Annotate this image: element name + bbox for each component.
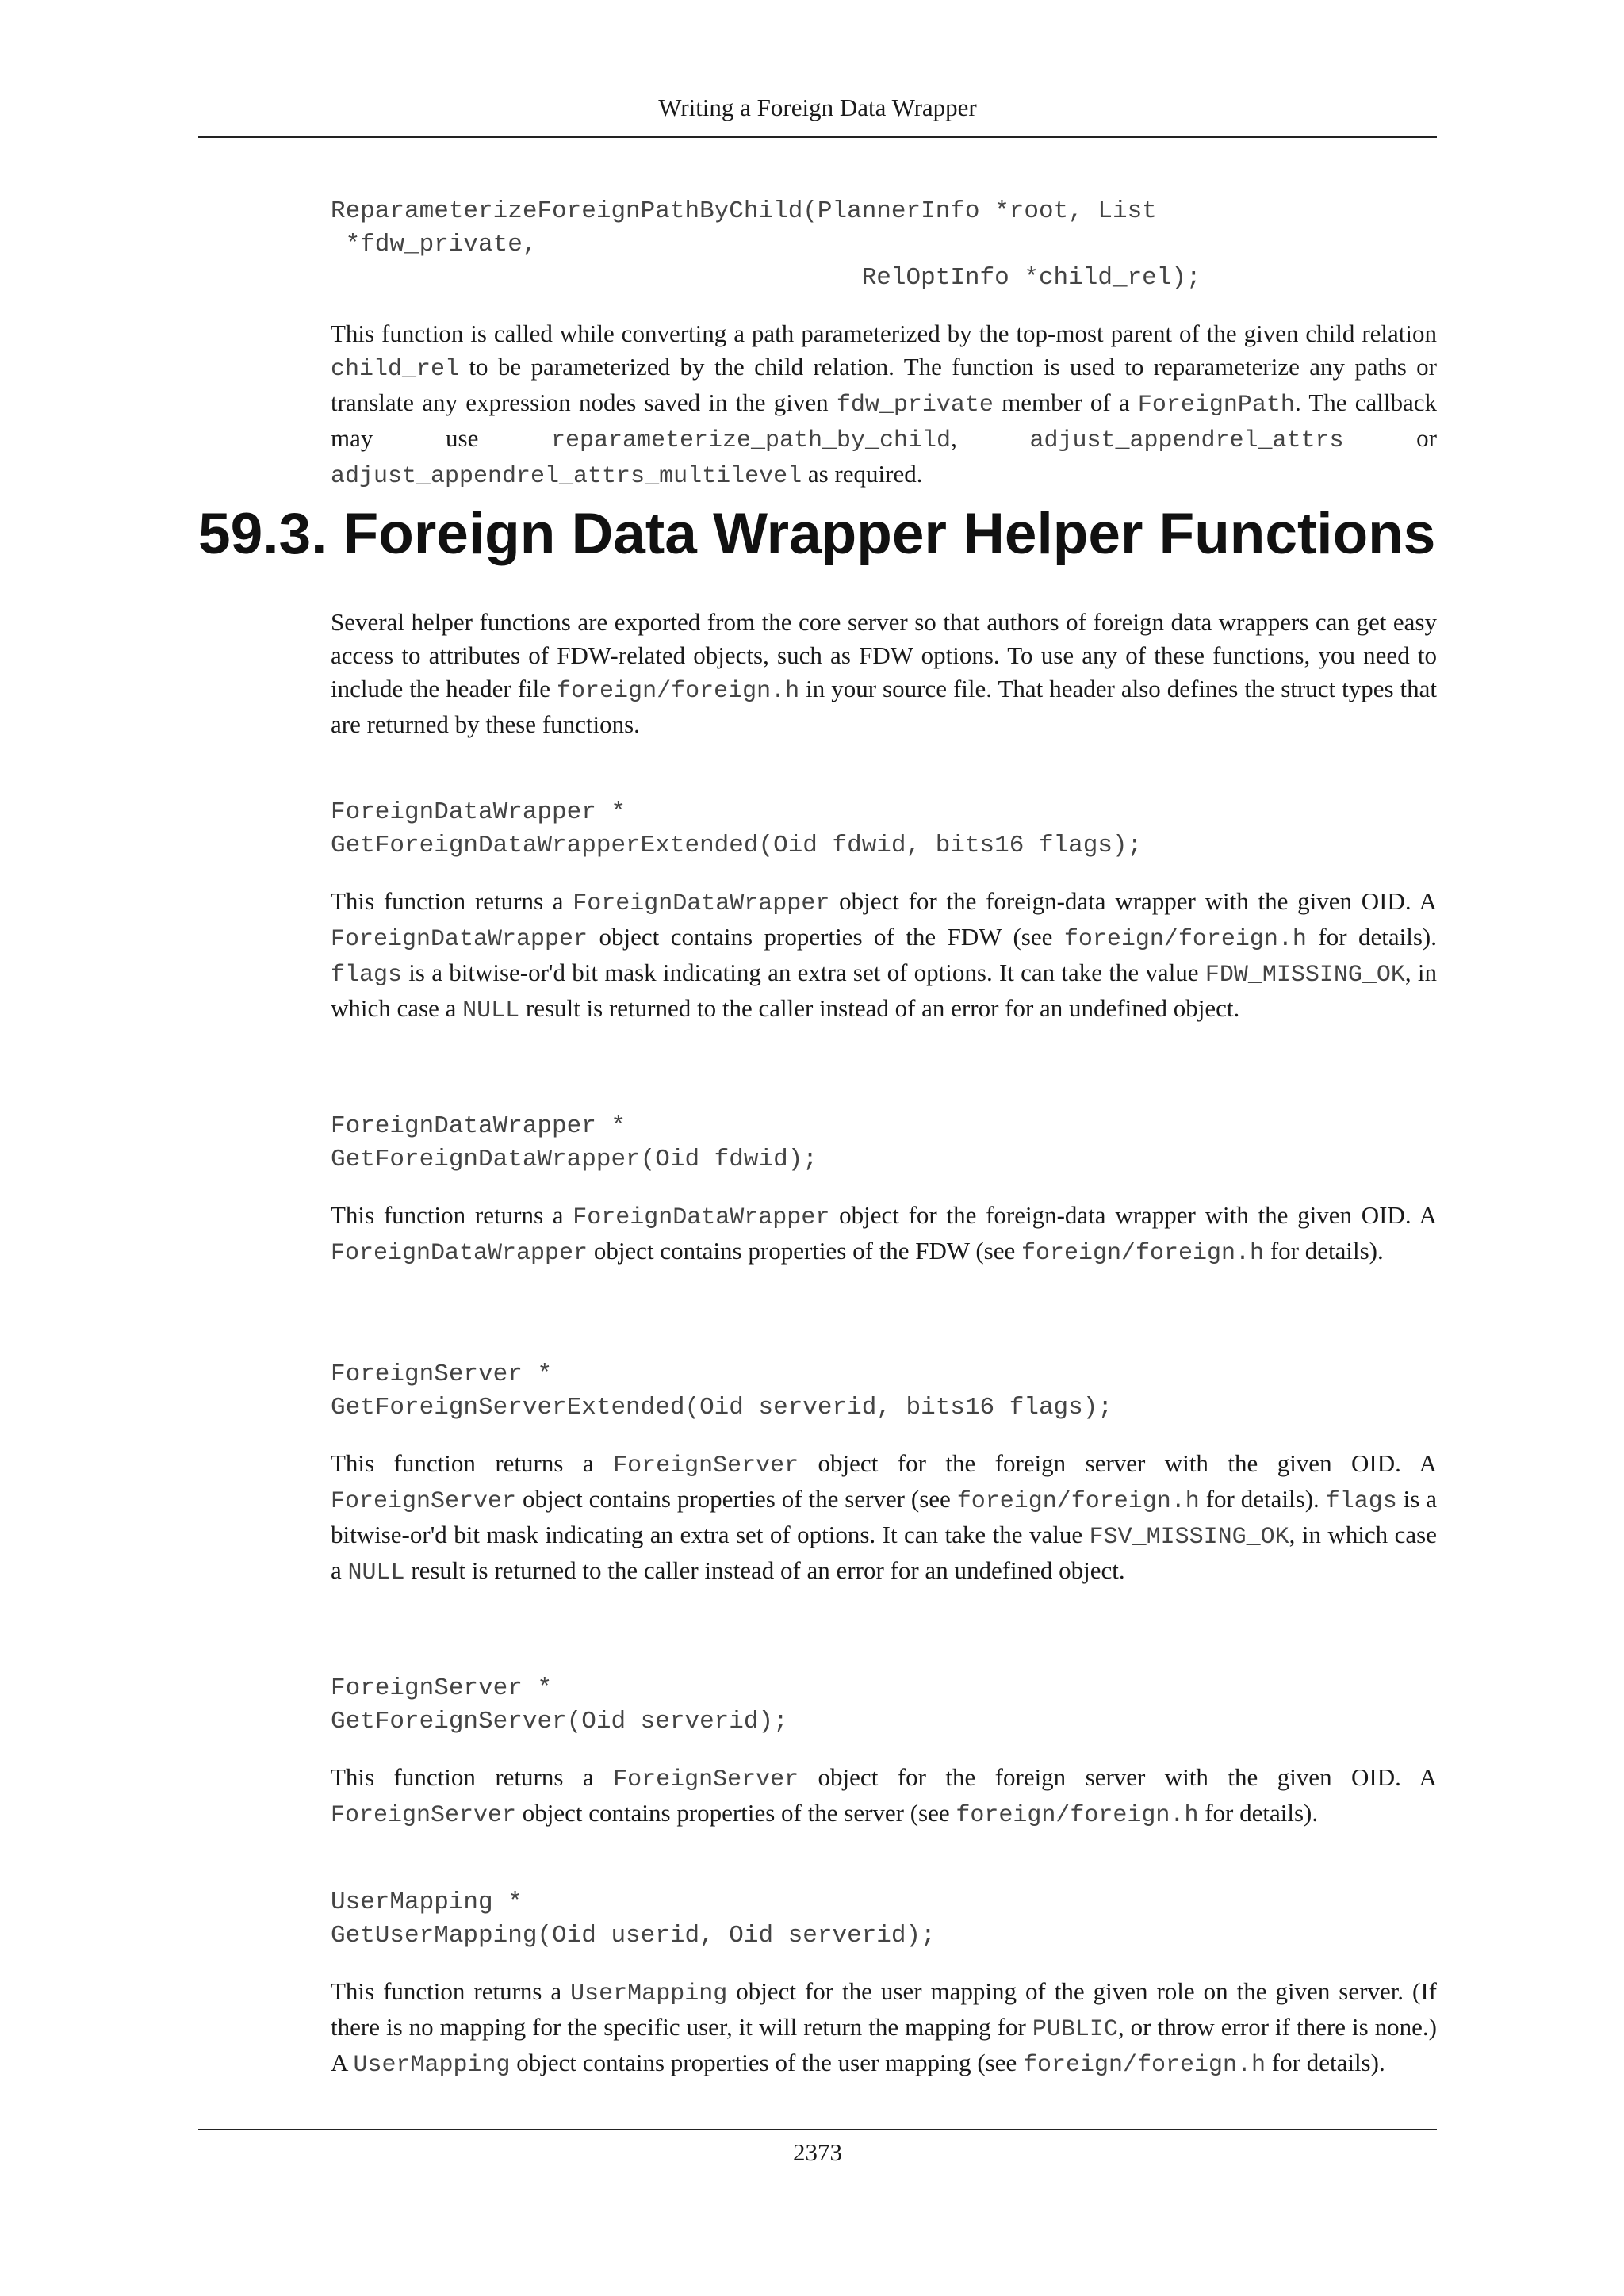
- server-description: This function returns a ForeignServer object for the foreign server with the given OID. A ForeignServer object contains properties of the server (see foreign/foreign.h for details).: [331, 1763, 1437, 1829]
- reparameterize-signature: ReparameterizeForeignPathByChild(PlannerInfo *root, List *fdw_private, RelOptInfo *child_rel);: [331, 197, 1201, 292]
- fdw-extended-signature: ForeignDataWrapper * GetForeignDataWrapperExtended(Oid fdwid, bits16 flags);: [331, 798, 1143, 859]
- usermapping-block: [331, 1886, 1437, 2082]
- running-header: Writing a Foreign Data Wrapper: [658, 94, 977, 121]
- fdw-extended-description: This function returns a ForeignDataWrapper object for the foreign-data wrapper with the given OID. A ForeignDataWrapper object contains properties of the FDW (see foreign/foreign.h for details). flags is a bitwise-or'd bit mask indicating an extra set of options. It can take the value FDW_MISSING_OK, in which case a NULL result is returned to the caller instead of an error for an undefined object.: [331, 887, 1438, 1024]
- intro-block: [331, 606, 1437, 741]
- server-extended-description: This function returns a ForeignServer object for the foreign server with the given OID. A ForeignServer object contains properties of the server (see foreign/foreign.h for details). flags is a bitwise-or'd bit mask indicating an extra set of options. It can take the value FSV_MISSING_OK, in which case a NULL result is returned to the caller instead of an error for an undefined object.: [331, 1449, 1438, 1586]
- fdw-description: This function returns a ForeignDataWrapper object for the foreign-data wrapper with the given OID. A ForeignDataWrapper object contains properties of the FDW (see foreign/foreign.h for details).: [331, 1201, 1437, 1267]
- server-signature: ForeignServer * GetForeignServer(Oid serverid);: [331, 1674, 788, 1735]
- server-extended-signature: ForeignServer * GetForeignServerExtended(Oid serverid, bits16 flags);: [331, 1360, 1113, 1422]
- server-extended-block: [331, 1358, 1437, 1590]
- usermapping-description: This function returns a UserMapping object for the user mapping of the given role on the given server. (If there is no mapping for the specific user, it will return the mapping for PUBLIC, or throw error if there is none.) A UserMapping object contains properties of the user mapping (see foreign/foreign.h for details).: [331, 1977, 1438, 2079]
- fdw-extended-block: [331, 796, 1437, 1027]
- usermapping-signature: UserMapping * GetUserMapping(Oid userid, Oid serverid);: [331, 1888, 936, 1950]
- fdw-signature: ForeignDataWrapper * GetForeignDataWrapper(Oid fdwid);: [331, 1112, 818, 1173]
- header-rule: [198, 136, 1437, 138]
- section-title: 59.3. Foreign Data Wrapper Helper Functions: [198, 502, 1436, 566]
- server-block: [331, 1672, 1437, 1832]
- footer-rule: [198, 2129, 1437, 2130]
- reparameterize-description: This function is called while converting a path parameterized by the top-most parent of the given child relation child_rel to be parameterized by the child relation. The function is used to reparameterize any paths or translate any expression nodes saved in the given fdw_private member of a ForeignPath. The callback may use reparameterize_path_by_child, adjust_appendrel_attrs or adjust_appendrel_attrs_multilevel as required.: [331, 320, 1438, 490]
- reparameterize-block: [331, 195, 1437, 493]
- intro-paragraph: Several helper functions are exported from the core server so that authors of foreign data wrappers can get easy access to attributes of FDW-related objects, such as FDW options. To use any of these functions, you need to include the header file foreign/foreign.h in your source file. That header also defines the struct types that are returned by these functions.: [331, 608, 1438, 738]
- fdw-block: [331, 1110, 1437, 1270]
- page-number: 2373: [793, 2138, 842, 2166]
